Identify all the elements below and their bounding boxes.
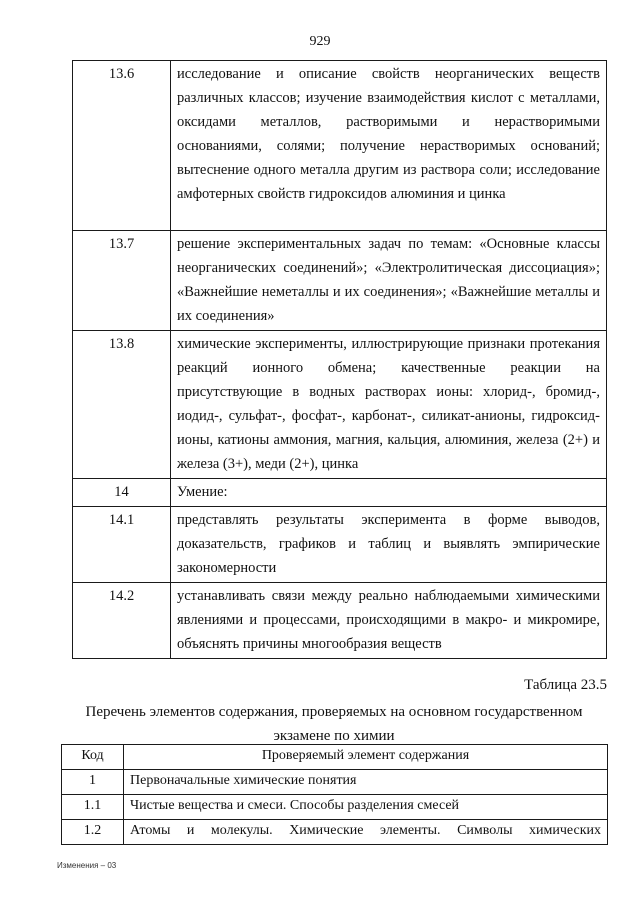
- table-header-row: [62, 745, 608, 770]
- row-code: 1.2: [62, 820, 124, 845]
- row-code: 1.1: [62, 795, 124, 820]
- table-row: [73, 479, 607, 507]
- row-code: 13.7: [73, 231, 171, 331]
- table-row: [73, 507, 607, 583]
- row-text: представлять результаты эксперимента в форме выводов, доказательств, графиков и таблиц и выявлять эмпирические закономерности: [171, 507, 607, 583]
- row-text: Чистые вещества и смеси. Способы разделения смесей: [124, 795, 608, 820]
- row-text: устанавливать связи между реально наблюдаемыми химическими явлениями и процессами, происходящими в макро- и микромире, объяснять причины многообразия веществ: [171, 583, 607, 659]
- row-text: Первоначальные химические понятия: [124, 770, 608, 795]
- row-code: 1: [62, 770, 124, 795]
- table-row: [62, 820, 608, 845]
- row-code: 14.2: [73, 583, 171, 659]
- row-text: исследование и описание свойств неорганических веществ различных классов; изучение взаимодействия кислот с металлами, оксидами металлов, растворимыми и нерастворимыми основаниями, солями; получение нерастворимых оснований; вытеснение одного металла другим из раствора соли; исследование амфотерных свойств гидроксидов алюминия и цинка: [171, 61, 607, 231]
- table-row: [73, 61, 607, 231]
- column-header-element: Проверяемый элемент содержания: [124, 745, 608, 770]
- table-row: [73, 331, 607, 479]
- table-row: [62, 795, 608, 820]
- table-label: Таблица 23.5: [524, 677, 607, 693]
- page-number: 929: [309, 34, 331, 49]
- row-code: 13.6: [73, 61, 171, 231]
- row-text: решение экспериментальных задач по темам: «Основные классы неорганических соединений»; «Электролитическая диссоциация»; «Важнейшие неметаллы и их соединения»; «Важнейшие металлы и их соединения»: [171, 231, 607, 331]
- table-row: [62, 770, 608, 795]
- table-title: Перечень элементов содержания, проверяемых на основном государственном экзамене по химии: [85, 704, 583, 744]
- table-row: [73, 583, 607, 659]
- requirements-table: [72, 60, 607, 659]
- content-elements-table: [61, 744, 608, 845]
- row-text: Умение:: [171, 479, 607, 507]
- row-text: химические эксперименты, иллюстрирующие признаки протекания реакций ионного обмена; качественные реакции на присутствующие в водных растворах ионы: хлорид-, бромид-, иодид-, сульфат-, фосфат-, карбонат-, силикат-анионы, гидроксид-ионы, катионы аммония, магния, кальция, алюминия, железа (2+) и железа (3+), меди (2+), цинка: [171, 331, 607, 479]
- column-header-code: Код: [62, 745, 124, 770]
- table-row: [73, 231, 607, 331]
- row-code: 14: [73, 479, 171, 507]
- row-text: Атомы и молекулы. Химические элементы. Символы химических: [124, 820, 608, 845]
- footer-revision-note: Изменения – 03: [57, 861, 117, 870]
- row-code: 13.8: [73, 331, 171, 479]
- row-code: 14.1: [73, 507, 171, 583]
